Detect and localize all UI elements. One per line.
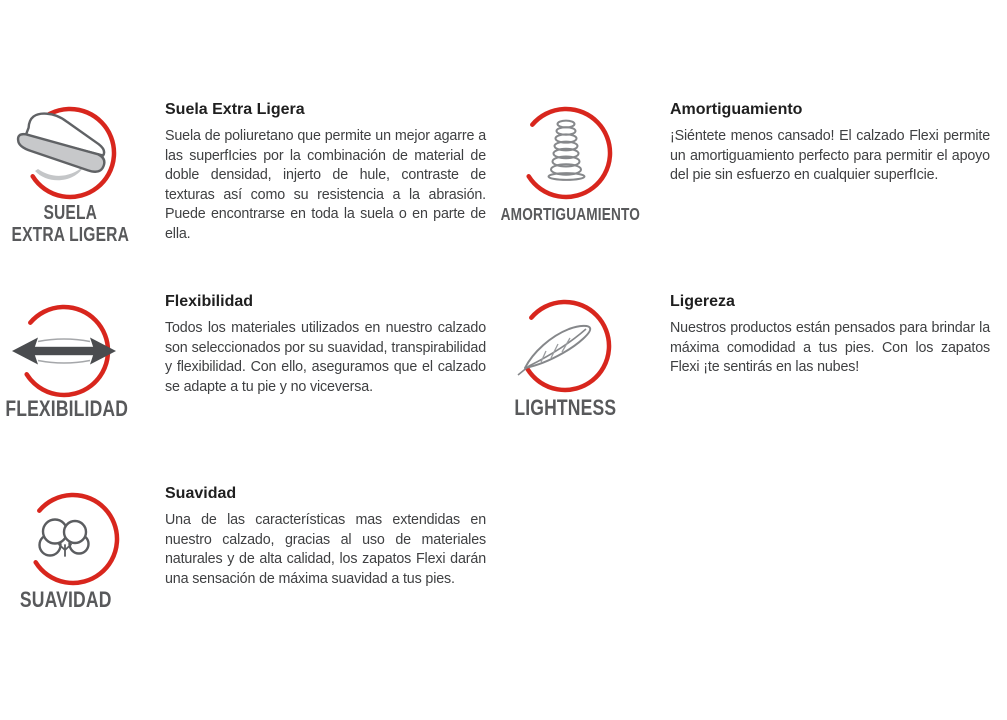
feature-badge-suela xyxy=(8,203,132,246)
feature-body: Nuestros productos están pensados para brindar la máxima comodidad a tus pies. Con los zapatos Flexi ¡te sentirás en las nubes! xyxy=(670,320,990,376)
feature-title: Suavidad xyxy=(165,485,237,502)
feature-badge-suavidad xyxy=(6,587,126,613)
feature-body: ¡Siéntete menos cansado! El calzado Flexi permite un amortiguamiento perfecto para permitir el apoyo del pie sin esfuerzo en cualquier superfIcie. xyxy=(670,128,990,184)
red-circle-arc xyxy=(529,109,610,197)
flex-line-top xyxy=(38,339,90,342)
badge-line: EXTRA LIGERA xyxy=(11,223,129,246)
sole-feather-icon xyxy=(10,103,130,203)
cotton-ball-shape xyxy=(40,520,89,557)
badge-line: AMORTIGUAMIENTO xyxy=(500,204,640,224)
under-feather-shape xyxy=(35,166,84,180)
flex-line-bottom xyxy=(38,361,90,364)
feature-title: Flexibilidad xyxy=(165,293,254,310)
feature-badge-flexibilidad xyxy=(4,396,130,422)
feature-section-ligereza xyxy=(670,291,990,378)
feature-badge-amortiguamiento xyxy=(500,204,640,225)
feature-section-amortiguamiento xyxy=(670,99,990,186)
feature-body: Todos los materiales utilizados en nuestro calzado son seleccionados por su suavidad, transpirabilidad y flexibilidad. Con ello, aseguramos que el calzado se adapte a tu pie y no viceversa. xyxy=(165,320,486,395)
feature-section-flexibilidad xyxy=(165,291,486,397)
cotton-icon xyxy=(13,489,133,589)
badge-line: SUAVIDAD xyxy=(20,587,112,612)
spring-icon xyxy=(506,103,626,203)
badge-line: SUELA xyxy=(43,202,97,224)
coil-spring-shape xyxy=(549,121,585,180)
badge-line: LIGHTNESS xyxy=(514,395,616,420)
feature-section-suela xyxy=(165,99,486,245)
feather-icon xyxy=(505,296,625,396)
feature-badge-lightness xyxy=(505,395,625,421)
feature-title: Amortiguamiento xyxy=(670,101,803,118)
feature-body: Una de las características mas extendidas en nuestro calzado, gracias al uso de materiales naturales y de alta calidad, los zapatos Flexi darán una sensación de máxima suavidad a tus pies. xyxy=(165,512,486,587)
double-headed-arrow-shape xyxy=(12,338,116,365)
double-arrow-icon xyxy=(4,301,124,401)
badge-line: FLEXIBILIDAD xyxy=(5,396,129,421)
feature-title: Suela Extra Ligera xyxy=(165,101,305,118)
feature-section-suavidad xyxy=(165,483,486,589)
feature-title: Ligereza xyxy=(670,293,735,310)
feature-body: Suela de poliuretano que permite un mejor agarre a las superfIcies por la combinación de material de doble densidad, injerto de hule, contraste de texturas así como su resistencia a la abrasión. Puede encontrarse en toda la suela o en parte de ella. xyxy=(165,128,486,242)
feather-shape xyxy=(518,326,590,375)
